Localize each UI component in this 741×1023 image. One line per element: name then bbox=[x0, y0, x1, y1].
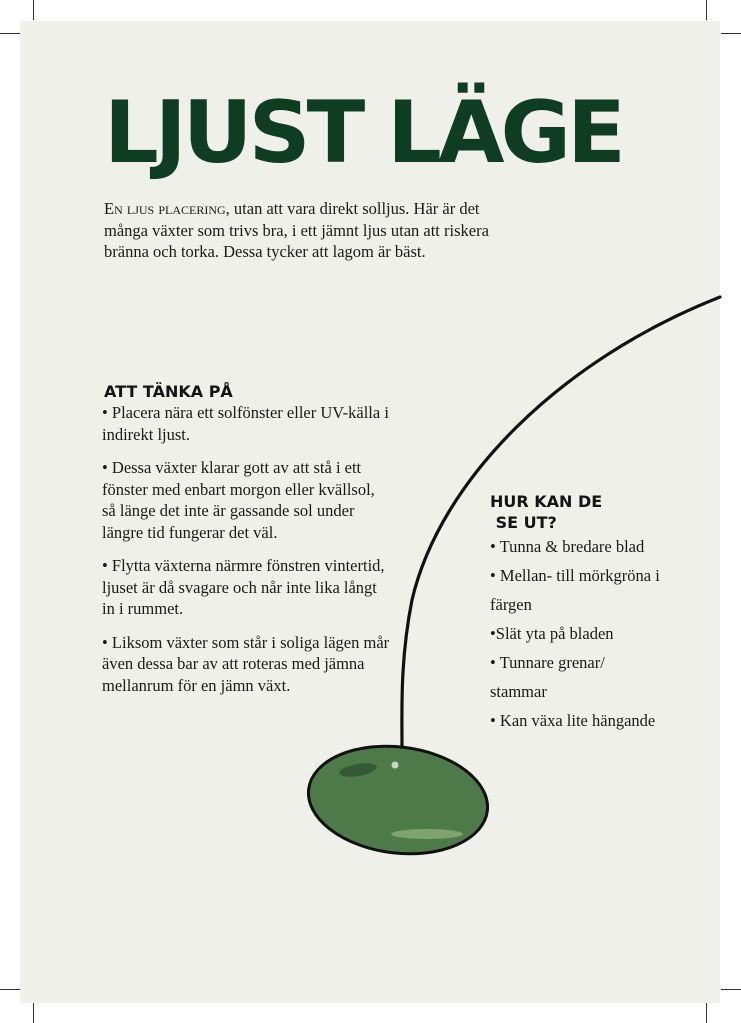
tanka-item: • Flytta växterna närmre fönstren vintertid, ljuset är då svagare och når inte lika långt in i rummet. bbox=[102, 556, 385, 618]
intro-text: , utan att vara direkt solljus. Här är det många växter som trivs bra, i ett jämnt ljus utan att riskera bränna och torka. Dessa tycker att lagom är bäst. bbox=[104, 199, 489, 261]
section-heading-tanka: ATT TÄNKA PÅ bbox=[104, 382, 233, 401]
intro-lead: En ljus placering bbox=[104, 199, 226, 218]
section-heading-hur bbox=[490, 491, 650, 533]
hur-item: •Slät yta på bladen bbox=[490, 624, 614, 643]
hur-item: • Mellan- till mörkgröna i färgen bbox=[490, 566, 660, 614]
intro-paragraph bbox=[104, 198, 504, 263]
tanka-item: • Liksom växter som står i soliga lägen mår även dessa bar av att roteras med jämna mellanrum för en jämn växt. bbox=[102, 632, 390, 695]
heading-line: HUR KAN DE bbox=[490, 492, 603, 511]
heading-line: SE UT? bbox=[490, 513, 557, 532]
leaf-icon bbox=[302, 736, 494, 863]
tanka-item: • Dessa växter klarar gott av att stå i ett fönster med enbart morgon eller kvällsol, så länge det inte är gassande sol under längre tid fungerar det väl. bbox=[102, 458, 375, 542]
hur-list bbox=[490, 532, 665, 735]
tanka-item: • Placera nära ett solfönster eller UV-källa i indirekt ljust. bbox=[102, 403, 389, 444]
hur-item: • Tunnare grenar/ stammar bbox=[490, 653, 605, 701]
tanka-list bbox=[102, 402, 392, 708]
page-title: LJUST LÄGE bbox=[104, 83, 622, 183]
hur-item: • Tunna & bredare blad bbox=[490, 537, 645, 556]
hur-item: • Kan växa lite hängande bbox=[490, 711, 656, 730]
